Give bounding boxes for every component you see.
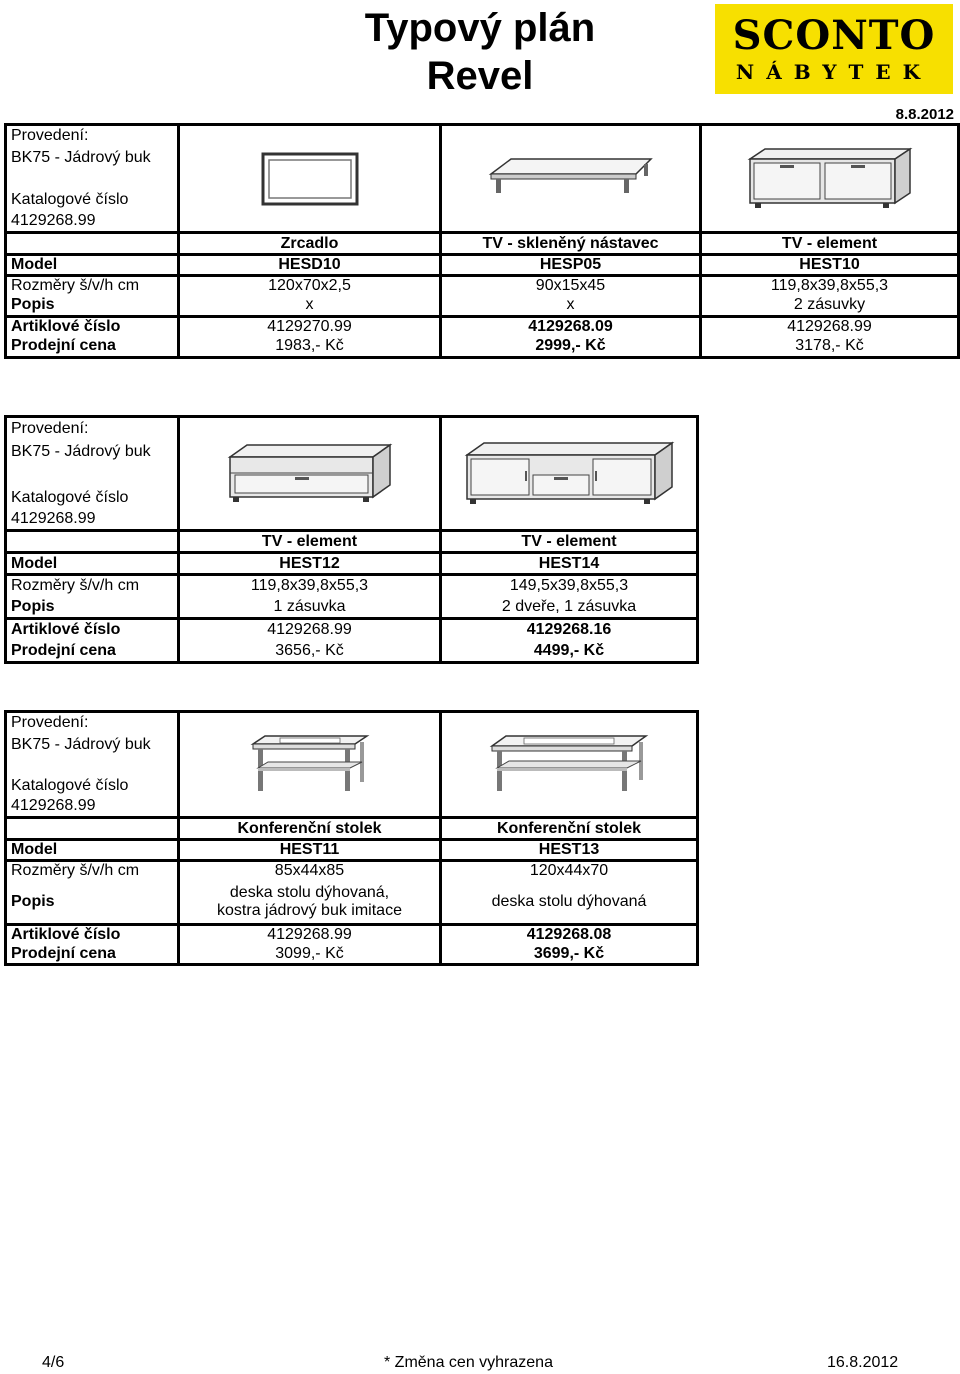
artikl-value: 4129268.16 bbox=[441, 619, 698, 641]
cena-value: 1983,- Kč bbox=[179, 337, 441, 358]
product-name: Konferenční stolek bbox=[179, 818, 441, 840]
katalog-value: 4129268.99 bbox=[11, 509, 96, 527]
artikl-label: Artiklové číslo bbox=[6, 619, 179, 641]
page-title-line1: Typový plán bbox=[364, 6, 596, 50]
cena-value: 3099,- Kč bbox=[179, 945, 441, 965]
product-image-cell bbox=[179, 125, 441, 233]
section-3 bbox=[4, 710, 699, 966]
model-label: Model bbox=[6, 255, 179, 276]
provedeni-label: Provedení: bbox=[11, 127, 89, 145]
logo-text-main: SCONTO bbox=[732, 12, 936, 59]
coffee-table-small-icon bbox=[250, 734, 370, 796]
model-value: HEST13 bbox=[441, 840, 698, 861]
product-name: Konferenční stolek bbox=[441, 818, 698, 840]
artikl-value: 4129268.99 bbox=[701, 317, 959, 337]
product-image-cell bbox=[701, 125, 959, 233]
product-image-cell bbox=[441, 417, 698, 531]
rozmery-label: Rozměry š/v/h cm bbox=[6, 861, 179, 881]
cena-value: 2999,- Kč bbox=[441, 337, 701, 358]
katalog-label: Katalogové číslo bbox=[11, 777, 129, 794]
artikl-value: 4129268.08 bbox=[441, 925, 698, 945]
rozmery-label: Rozměry š/v/h cm bbox=[6, 276, 179, 296]
product-image-cell bbox=[441, 125, 701, 233]
provedeni-value: BK75 - Jádrový buk bbox=[11, 442, 151, 460]
model-label: Model bbox=[6, 840, 179, 861]
katalog-label: Katalogové číslo bbox=[11, 488, 129, 506]
section-1 bbox=[4, 123, 960, 359]
tv-unit-two-drawers-icon bbox=[745, 147, 915, 211]
popis-line: deska stolu dýhovaná, bbox=[229, 883, 390, 901]
katalog-value: 4129268.99 bbox=[11, 211, 96, 229]
sconto-logo bbox=[715, 4, 953, 94]
popis-label: Popis bbox=[11, 296, 55, 314]
popis-value: deska stolu dýhovaná bbox=[441, 881, 698, 925]
logo-text-sub: NÁBYTEK bbox=[735, 60, 933, 84]
rozmery-label: Rozměry š/v/h cm bbox=[6, 575, 179, 597]
artikl-value: 4129268.09 bbox=[441, 317, 701, 337]
popis-value bbox=[179, 881, 441, 925]
rozmery-value: 120x70x2,5 bbox=[179, 276, 441, 296]
rozmery-value: 119,8x39,8x55,3 bbox=[701, 276, 959, 296]
artikl-value: 4129268.99 bbox=[179, 925, 441, 945]
product-name: TV - skleněný nástavec bbox=[441, 233, 701, 255]
model-value: HEST14 bbox=[441, 553, 698, 575]
artikl-label: Artiklové číslo bbox=[6, 317, 179, 337]
product-name: TV - element bbox=[179, 531, 441, 553]
model-value: HESP05 bbox=[441, 255, 701, 276]
page-title-line2: Revel bbox=[426, 54, 534, 98]
mirror-icon bbox=[260, 151, 360, 207]
popis-value: x bbox=[179, 296, 441, 317]
product-name: TV - element bbox=[441, 531, 698, 553]
katalog-label: Katalogové číslo bbox=[11, 190, 129, 208]
footer-date: 16.8.2012 bbox=[827, 1354, 899, 1371]
popis-value: 2 zásuvky bbox=[701, 296, 959, 317]
model-value: HEST12 bbox=[179, 553, 441, 575]
product-image-cell bbox=[441, 712, 698, 818]
artikl-label: Artiklové číslo bbox=[6, 925, 179, 945]
glass-shelf-icon bbox=[486, 154, 656, 204]
coffee-table-large-icon bbox=[489, 734, 649, 796]
cena-label: Prodejní cena bbox=[11, 944, 116, 962]
provedeni-label: Provedení: bbox=[11, 420, 89, 438]
rozmery-value: 90x15x45 bbox=[441, 276, 701, 296]
product-image-cell bbox=[179, 712, 441, 818]
cena-value: 3656,- Kč bbox=[179, 641, 441, 663]
footer-note: * Změna cen vyhrazena bbox=[384, 1354, 553, 1371]
product-name: TV - element bbox=[701, 233, 959, 255]
popis-value: 1 zásuvka bbox=[179, 597, 441, 619]
model-value: HEST11 bbox=[179, 840, 441, 861]
rozmery-value: 119,8x39,8x55,3 bbox=[179, 575, 441, 597]
rozmery-value: 85x44x85 bbox=[179, 861, 441, 881]
popis-label: Popis bbox=[11, 892, 55, 910]
header-date: 8.8.2012 bbox=[895, 106, 954, 123]
popis-value: 2 dveře, 1 zásuvka bbox=[441, 597, 698, 619]
model-value: HESD10 bbox=[179, 255, 441, 276]
section-2 bbox=[4, 415, 699, 664]
artikl-value: 4129268.99 bbox=[179, 619, 441, 641]
rozmery-value: 120x44x70 bbox=[441, 861, 698, 881]
rozmery-value: 149,5x39,8x55,3 bbox=[441, 575, 698, 597]
katalog-value: 4129268.99 bbox=[11, 797, 96, 815]
cena-label: Prodejní cena bbox=[11, 337, 116, 355]
tv-unit-doors-icon bbox=[462, 441, 677, 507]
popis-line: kostra jádrový buk imitace bbox=[217, 901, 402, 919]
provedeni-label: Provedení: bbox=[11, 714, 89, 732]
provedeni-value: BK75 - Jádrový buk bbox=[11, 148, 151, 166]
cena-label: Prodejní cena bbox=[11, 641, 116, 659]
model-label: Model bbox=[6, 553, 179, 575]
tv-unit-one-drawer-icon bbox=[225, 443, 395, 505]
provedeni-value: BK75 - Jádrový buk bbox=[11, 735, 151, 753]
artikl-value: 4129270.99 bbox=[179, 317, 441, 337]
popis-value: x bbox=[441, 296, 701, 317]
product-name: Zrcadlo bbox=[179, 233, 441, 255]
cena-value: 3178,- Kč bbox=[701, 337, 959, 358]
popis-label: Popis bbox=[11, 597, 55, 615]
footer-page-number: 4/6 bbox=[42, 1354, 65, 1371]
cena-value: 4499,- Kč bbox=[441, 641, 698, 663]
model-value: HEST10 bbox=[701, 255, 959, 276]
cena-value: 3699,- Kč bbox=[441, 945, 698, 965]
product-image-cell bbox=[179, 417, 441, 531]
